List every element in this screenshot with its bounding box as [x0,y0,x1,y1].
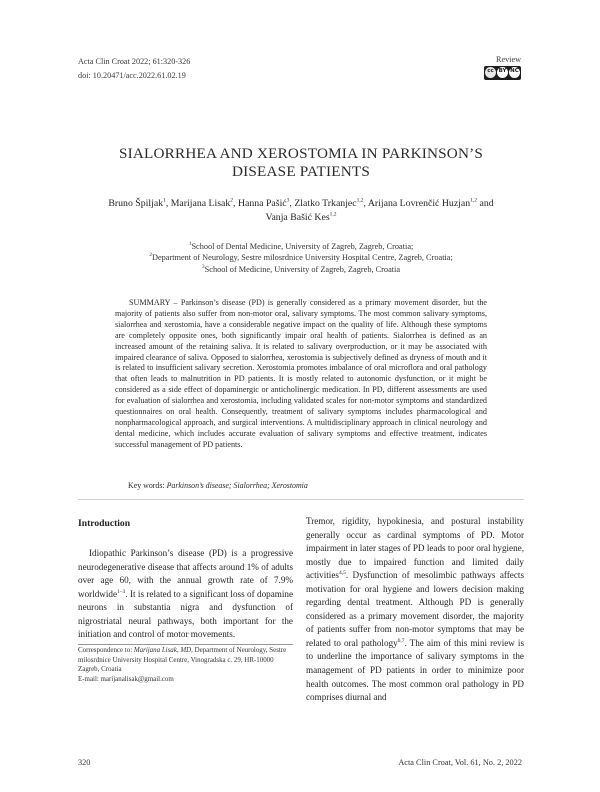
right-column-text: Tremor, rigidity, hypokinesia, and postural instability generally occur as cardinal symptoms of PD. Motor impairment in later stages of PD leads to poor oral hygiene, mostly due to impaired function and limited daily activities$^{4,5}$. Dysfunction of mesolimbic pathways affects motivation for oral hygiene and lowers decision making regarding dental treatment. Although PD is generally considered as a primary movement disorder, the majority of patients suffer from non-motor symptoms that may be related to oral pathology$^{6,7}$. The aim of this mini review is to underline the importance of salivary symptoms in the management of PD patients in order to minimize poor health outcomes. The most common oral pathology in PD comprises diurnal and [306,516,524,703]
author: Hanna Pašić [237,198,287,209]
non-commercial-icon: NC [509,67,520,78]
doi-line[interactable]: doi: 10.20471/acc.2022.61.02.19 [78,71,186,80]
article-title [60,145,542,181]
author-list: Bruno Špiljak$^1$, Marijana Lisak$^2$, Hanna Pašić$^3$, Zlatko Trkanjec$^{1,2}$, Arijana Lovrenčić Huzjan$^{1,2}$ and Vanja Bašić Kes$^{1,2}$ [108,197,494,223]
section-heading-introduction: Introduction [78,518,131,529]
keywords [128,481,308,490]
affiliation-list [60,241,542,275]
abstract-text: – Parkinson’s disease (PD) is generally considered as a primary movement disorder, but the majority of patients also suffer from non-motor oral, salivary symptoms. The most common salivary symptoms, sialorrhea and xerostomia, have a considerable negative impact on the quality of life. Although these symptoms are completely opposite ones, both significantly impair oral health of patients. Sialorrhea is defined as an increased amount of the retaining saliva. It is related to salivary overproduction, or it may be associated with impaired clearance of saliva. Opposed to sialorrhea, xerostomia is subjectively defined as dryness of mouth and it is related to insufficient salivary secretion. Xerostomia promotes imbalance of oral microflora and oral pathology that often leads to malnutrition in PD patients. It is mostly related to autonomic dysfunction, or it might be considered as a side effect of dopaminergic or anticholinergic medication. In PD, different assessments are used for evaluation of sialorrhea and xerostomia, including validated scales for non-motor symptoms and standardized questionnaires on oral health. Consequently, treatment of salivary symptoms includes pharmacological and nonpharmacological approach, and surgical interventions. A multidisciplinary approach in clinical neurology and dental medicine, which includes accurate evaluation of salivary symptoms and effective treatment, indicates successful management of PD patients. [115,298,487,449]
footer-citation: Acta Clin Croat, Vol. 61, No. 2, 2022 [398,758,522,767]
title-line-2: DISEASE PATIENTS [231,163,371,180]
abstract-label: SUMMARY [129,298,171,307]
author: Bruno Špiljak [108,198,164,209]
corresponding-author: Marijana Lisak, MD [133,646,192,654]
cc-license-badge[interactable] [484,66,521,80]
cc-icon: cc [485,67,496,78]
title-line-1: SIALORRHEA AND XEROSTOMIA IN PARKINSON’S [118,145,484,162]
citation-ref[interactable]: 4,5 [338,570,346,577]
author: Vanja Bašić Kes [265,212,330,223]
author: Arijana Lovrenčić Huzjan [367,198,471,209]
affiliation: $^2$Department of Neurology, Sestre milosrdnice University Hospital Centre, Zagreb, Croatia; [149,252,453,263]
author: Marijana Lisak [170,198,231,209]
author: Zlatko Trkanjec [294,198,357,209]
abstract [115,298,487,451]
footnote-divider [78,644,293,645]
by-attribution-icon: BY [497,67,508,78]
citation-ref[interactable]: 6,7 [397,637,405,644]
correspondence-footnote: Correspondence to: Marijana Lisak, MD, Department of Neurology, Sestre milosrdnice University Hospital Centre, Vinogradska c. 29, HR-10000 Zagreb, Croatia E-mail: marijanalisak@gmail.com [78,646,296,685]
article-type: Review [495,55,521,64]
correspondence-email[interactable]: E-mail: marijanalisak@gmail.com [78,675,174,684]
left-column-text: Idiopathic Parkinson’s disease (PD) is a progressive neurodegenerative disease that affects around 1% of adults over age 60, with the annual growth rate of 7.9% worldwide$^{1-3}$. It is related to a significant loss of dopamine neurons in substantia nigra and dysfunction of nigrostriatal neural pathways, both important for the initiation and control of motor movements. [78,548,293,640]
journal-citation-line: Acta Clin Croat 2022; 61:320-326 [78,57,191,66]
page-number: 320 [78,758,91,767]
keywords-items: Parkinson’s disease; Sialorrhea; Xerostomia [166,481,308,490]
citation-ref[interactable]: 1–3 [117,588,126,595]
section-divider [78,499,524,500]
affiliation: $^3$School of Medicine, University of Zagreb, Zagreb, Croatia [201,263,401,274]
keywords-label: Key words: [128,481,165,490]
affiliation: $^1$School of Dental Medicine, University of Zagreb, Zagreb, Croatia; [188,241,414,251]
